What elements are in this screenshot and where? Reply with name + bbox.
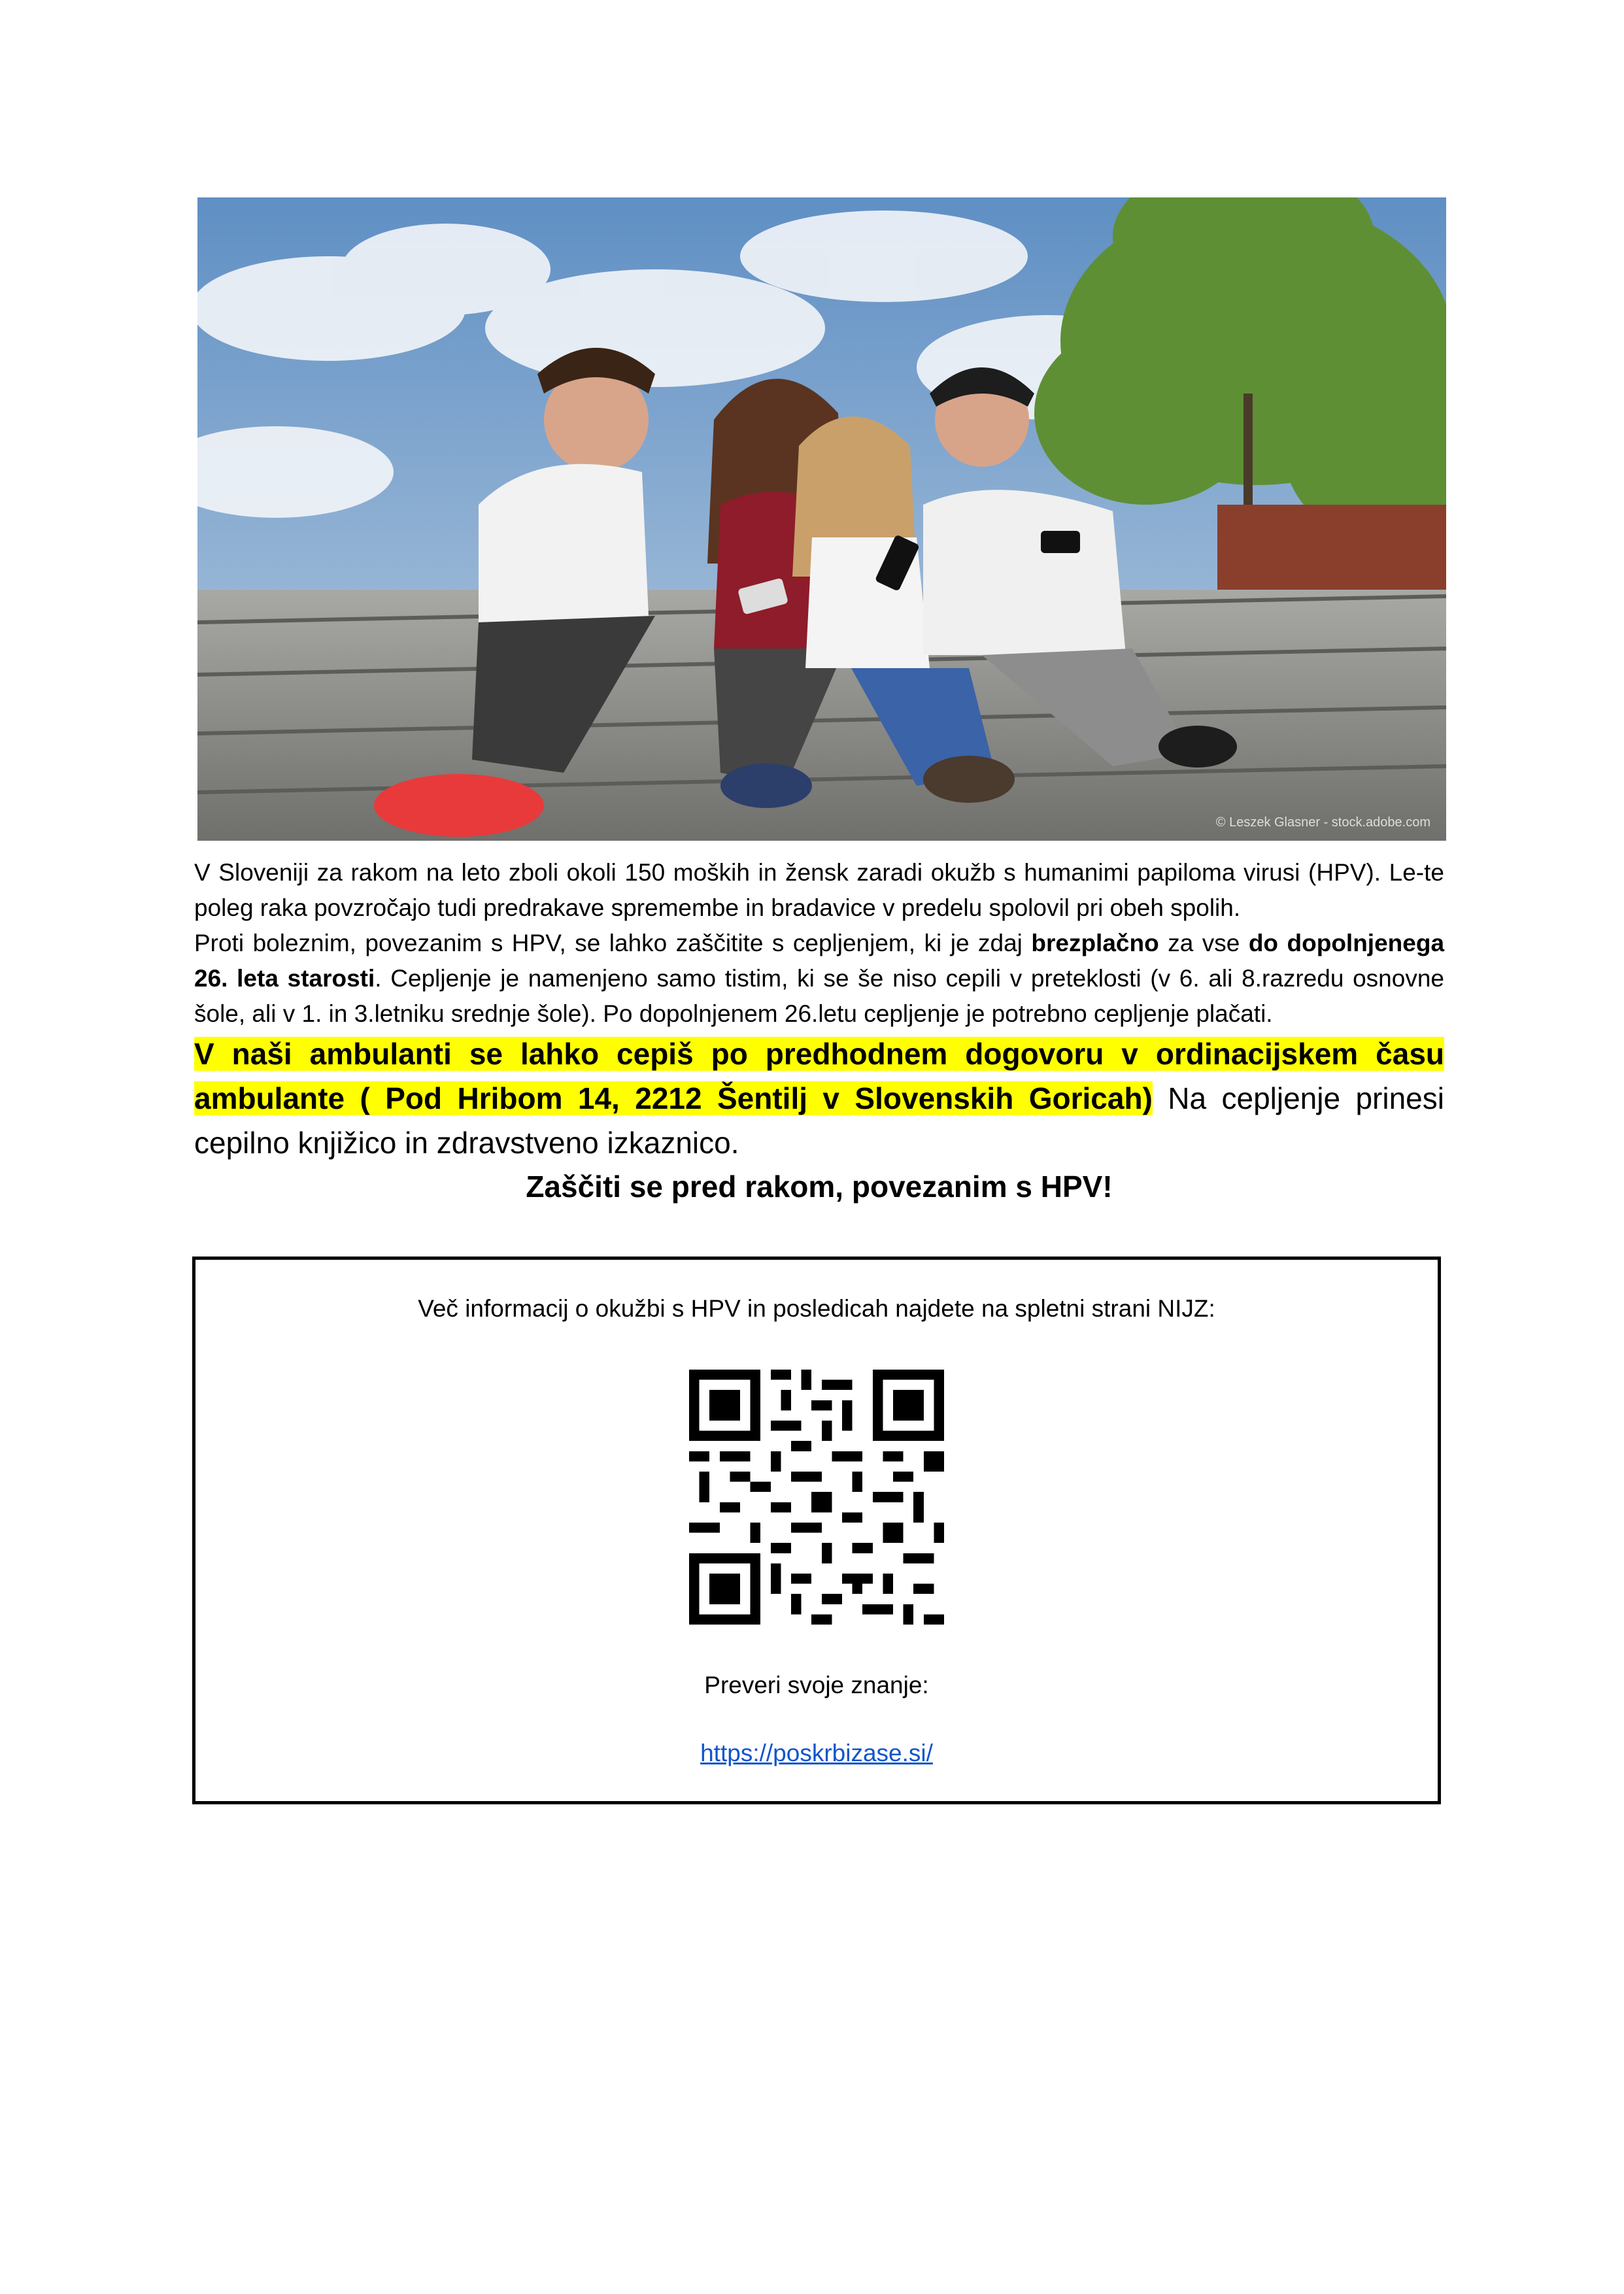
age-limit-text: do dopolnjenega 26. leta starosti: [194, 930, 1445, 992]
info-box-title: Več informacij o okužbi s HPV in posledicah najdete na spletni strani NIJZ:: [418, 1295, 1215, 1322]
clinic-highlight-text: V naši ambulanti se lahko cepiš po predhodnem dogovoru v ordinacijskem času ambulante ( Pod Hribom 14, 2212 Šentilj v Slovenskih Goricah): [194, 1037, 1444, 1115]
photo-credit: © Leszek Glasner - stock.adobe.com: [1215, 815, 1430, 830]
clinic-paragraph: [194, 1032, 1444, 1165]
qr-code-icon[interactable]: [689, 1370, 944, 1625]
quiz-link[interactable]: https://poskrbizase.si/: [700, 1740, 933, 1766]
intro-paragraph-1: V Sloveniji za rakom na leto zboli okoli 150 moških in žensk zaradi okužb s humanimi papiloma virusi (HPV). Le-te poleg raka povzročajo tudi predrakave spremembe in bradavice v predelu spolovil pri obeh spolih.: [194, 859, 1444, 921]
intro-paragraph-2: [194, 926, 1444, 1032]
intro-paragraph-2-part-a: Proti boleznim, povezanim s HPV, se lahko zaščitite s cepljenjem, ki je zdaj: [194, 930, 1032, 956]
hero-photo: [197, 197, 1446, 841]
bring-documents-text: Na cepljenje prinesi cepilno knjižico in zdravstveno izkaznico.: [194, 1081, 1444, 1160]
info-box: [192, 1257, 1441, 1804]
intro-paragraph-2-part-b: za vse: [1159, 930, 1249, 956]
intro-paragraph-2-part-c: . Cepljenje je namenjeno samo tistim, ki se še niso cepili v preteklosti (v 6. ali 8.razredu osnovne šole, ali v 1. in 3.letniku srednje šole). Po dopolnjenem 26.letu cepljenje je potrebno cepljenje plačati.: [194, 965, 1444, 1027]
slogan: Zaščiti se pred rakom, povezanim s HPV!: [526, 1170, 1113, 1204]
quiz-label: Preveri svoje znanje:: [704, 1672, 929, 1698]
free-of-charge-text: brezplačno: [1031, 930, 1159, 956]
